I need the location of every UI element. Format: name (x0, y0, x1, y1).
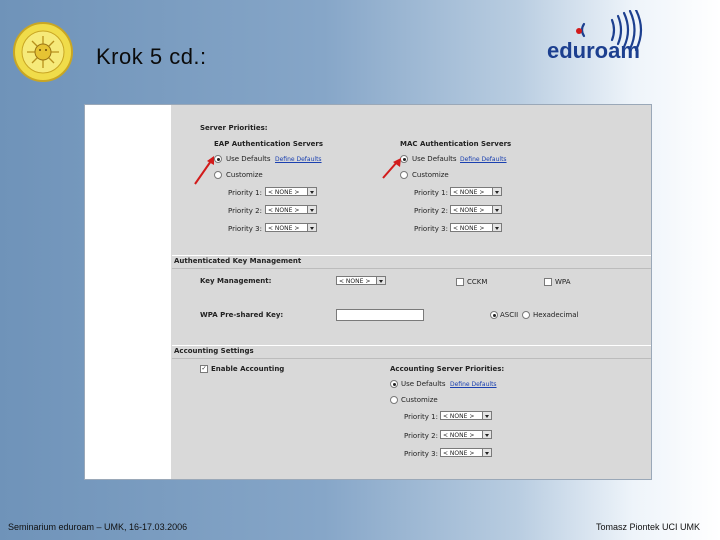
university-seal-icon (12, 12, 74, 92)
acct-priority-3-select[interactable]: < NONE > (440, 448, 492, 457)
config-screenshot (84, 104, 652, 480)
hexadecimal-label: Hexadecimal (533, 311, 579, 319)
chevron-down-icon (482, 412, 491, 419)
chevron-down-icon (492, 224, 501, 231)
wpa-psk-input[interactable] (336, 309, 424, 321)
eap-use-defaults-label: Use Defaults (226, 155, 271, 163)
chevron-down-icon (482, 431, 491, 438)
eap-priority-1-select[interactable]: < NONE > (265, 187, 317, 196)
acct-use-defaults-radio[interactable] (390, 380, 398, 388)
nav-sidebar (85, 105, 172, 479)
mac-priority-1-label: Priority 1: (414, 189, 448, 197)
cckm-label: CCKM (467, 278, 488, 286)
enable-accounting-checkbox[interactable]: ✓ (201, 365, 207, 372)
chevron-down-icon (492, 206, 501, 213)
chevron-down-icon (307, 224, 316, 231)
eap-priority-1-label: Priority 1: (228, 189, 262, 197)
wpa-label: WPA (555, 278, 571, 286)
eap-priority-2-label: Priority 2: (228, 207, 262, 215)
acct-priority-2-select[interactable]: < NONE > (440, 430, 492, 439)
acct-priority-1-label: Priority 1: (404, 413, 438, 421)
acct-customize-label: Customize (401, 396, 438, 404)
acct-priority-1-select[interactable]: < NONE > (440, 411, 492, 420)
enable-accounting-label: Enable Accounting (211, 365, 285, 373)
eap-priority-3-select[interactable]: < NONE > (265, 223, 317, 232)
mac-use-defaults-label: Use Defaults (412, 155, 457, 163)
chevron-down-icon (307, 188, 316, 195)
eap-priority-2-select[interactable]: < NONE > (265, 205, 317, 214)
key-management-select[interactable]: < NONE > (336, 276, 386, 285)
server-priorities-heading: Server Priorities: (200, 124, 268, 132)
config-panel (172, 105, 651, 479)
mac-priority-1-select[interactable]: < NONE > (450, 187, 502, 196)
key-management-label: Key Management: (200, 277, 272, 285)
mac-customize-label: Customize (412, 171, 449, 179)
acct-use-defaults-label: Use Defaults (401, 380, 446, 388)
acct-priority-3-label: Priority 3: (404, 450, 438, 458)
footer-left: Seminarium eduroam – UMK, 16-17.03.2006 (8, 522, 188, 532)
mac-priority-3-select[interactable]: < NONE > (450, 223, 502, 232)
mac-define-defaults-link[interactable]: Define Defaults (460, 156, 507, 163)
mac-priority-2-label: Priority 2: (414, 207, 448, 215)
eap-customize-label: Customize (226, 171, 263, 179)
eduroam-logo (544, 10, 674, 62)
wpa-psk-label: WPA Pre-shared Key: (200, 311, 284, 319)
chevron-down-icon (307, 206, 316, 213)
mac-priority-2-select[interactable]: < NONE > (450, 205, 502, 214)
eap-servers-heading: EAP Authentication Servers (214, 140, 323, 148)
wpa-checkbox[interactable] (544, 278, 552, 286)
eap-priority-3-label: Priority 3: (228, 225, 262, 233)
ascii-label: ASCII (500, 311, 519, 319)
slide-title: Krok 5 cd.: (96, 44, 207, 69)
red-arrow-icon (380, 155, 404, 181)
red-arrow-icon (192, 153, 218, 187)
acct-define-defaults-link[interactable]: Define Defaults (450, 381, 497, 388)
hexadecimal-radio[interactable] (522, 311, 530, 319)
chevron-down-icon (376, 277, 385, 284)
acct-priority-2-label: Priority 2: (404, 432, 438, 440)
ascii-radio[interactable] (490, 311, 498, 319)
eap-define-defaults-link[interactable]: Define Defaults (275, 156, 322, 163)
mac-priority-3-label: Priority 3: (414, 225, 448, 233)
chevron-down-icon (482, 449, 491, 456)
accounting-priorities-heading: Accounting Server Priorities: (390, 365, 505, 373)
accounting-heading: Accounting Settings (174, 347, 254, 355)
mac-servers-heading: MAC Authentication Servers (400, 140, 512, 148)
cckm-checkbox[interactable] (456, 278, 464, 286)
akm-heading: Authenticated Key Management (174, 257, 302, 265)
acct-customize-radio[interactable] (390, 396, 398, 404)
chevron-down-icon (492, 188, 501, 195)
footer-right: Tomasz Piontek UCI UMK (595, 522, 700, 532)
svg-text:eduroam: eduroam (547, 38, 640, 62)
